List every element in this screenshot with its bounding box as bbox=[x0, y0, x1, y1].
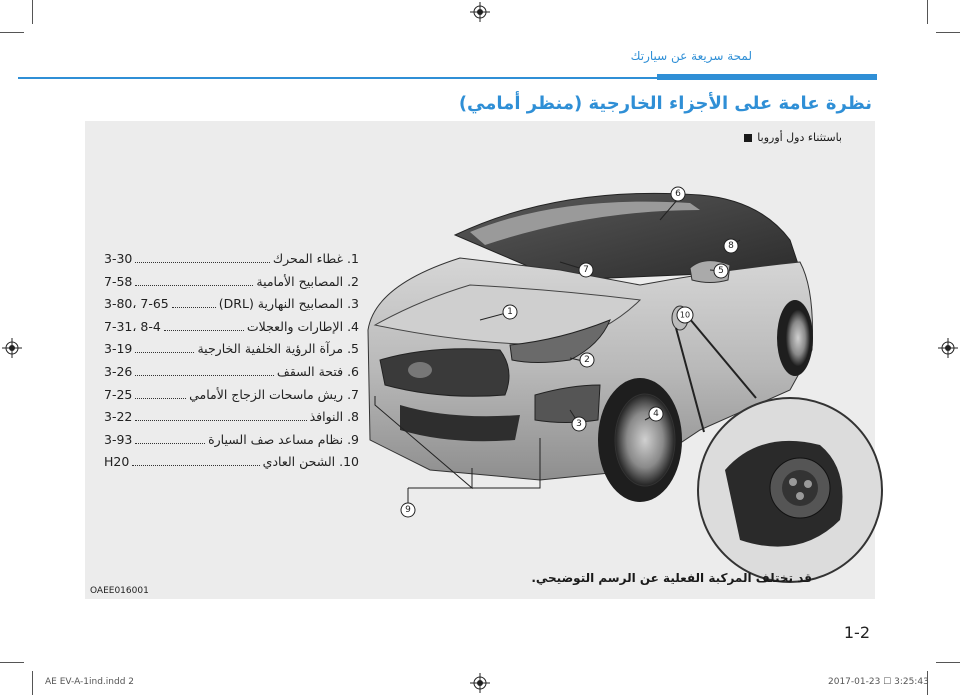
svg-text:8: 8 bbox=[728, 241, 734, 251]
callout-7 bbox=[579, 263, 593, 277]
callout-1 bbox=[503, 305, 517, 319]
svg-text:9: 9 bbox=[405, 505, 411, 515]
svg-text:4: 4 bbox=[653, 409, 659, 419]
callout-2 bbox=[580, 353, 594, 367]
list-item-page: H20 bbox=[104, 454, 130, 470]
svg-text:2: 2 bbox=[584, 355, 590, 365]
list-item-label: 5. مرآة الرؤية الخلفية الخارجية bbox=[197, 341, 359, 357]
list-item-page: 3-26 bbox=[104, 363, 133, 379]
list-item-label: 3. المصابيح النهارية (DRL) bbox=[218, 296, 359, 312]
list-item-page: 3-19 bbox=[104, 341, 133, 357]
callout-8 bbox=[724, 239, 738, 253]
page-number: 1-2 bbox=[843, 623, 870, 642]
list-item-page: 7-25 bbox=[104, 386, 133, 402]
list-item-label: 8. النوافذ bbox=[309, 409, 359, 425]
callout-9 bbox=[401, 503, 415, 517]
list-item-label: 2. المصابيح الأمامية bbox=[256, 273, 359, 289]
callout-3 bbox=[572, 417, 586, 431]
svg-text:5: 5 bbox=[718, 266, 724, 276]
list-item-page: 3-93 bbox=[104, 431, 133, 447]
list-item-label: 9. نظام مساعد صف السيارة bbox=[208, 431, 359, 447]
svg-text:3: 3 bbox=[576, 419, 582, 429]
callout-4 bbox=[649, 407, 663, 421]
footer-timestamp: 2017-01-23 ☐ 3:25:43 bbox=[828, 677, 929, 687]
list-item-label: 6. فتحة السقف bbox=[276, 363, 359, 379]
list-item-label: 4. الإطارات والعجلات bbox=[246, 318, 359, 334]
callout-5 bbox=[714, 264, 728, 278]
callout-6 bbox=[671, 187, 685, 201]
subhead-text: باستثناء دول أوروبا bbox=[757, 131, 842, 144]
page-title: نظرة عامة على الأجزاء الخارجية (منظر أمامي) bbox=[458, 93, 872, 114]
svg-text:10: 10 bbox=[679, 310, 691, 320]
list-item-page: 7-31، 8-4 bbox=[104, 318, 161, 334]
list-item-page: 7-58 bbox=[104, 273, 133, 289]
svg-text:1: 1 bbox=[507, 307, 513, 317]
image-code: OAEE016001 bbox=[90, 586, 149, 596]
list-item-label: 10. الشحن العادي bbox=[262, 454, 359, 470]
svg-text:7: 7 bbox=[583, 265, 589, 275]
illustration-note: قد تختلف المركبة الفعلية عن الرسم التوضيحي. bbox=[531, 571, 812, 585]
callout-10 bbox=[677, 307, 693, 323]
list-item-label: 7. ريش ماسحات الزجاج الأمامي bbox=[189, 386, 359, 402]
footer-file: AE EV-A-1ind.indd 2 bbox=[45, 677, 134, 687]
list-item-label: 1. غطاء المحرك bbox=[272, 251, 359, 266]
svg-text:6: 6 bbox=[675, 189, 681, 199]
list-item-page: 3-22 bbox=[104, 409, 133, 425]
list-item-page: 3-30 bbox=[104, 251, 133, 266]
section-title: لمحة سريعة عن سيارتك bbox=[630, 49, 752, 63]
list-item-page: 3-80، 7-65 bbox=[104, 296, 169, 312]
